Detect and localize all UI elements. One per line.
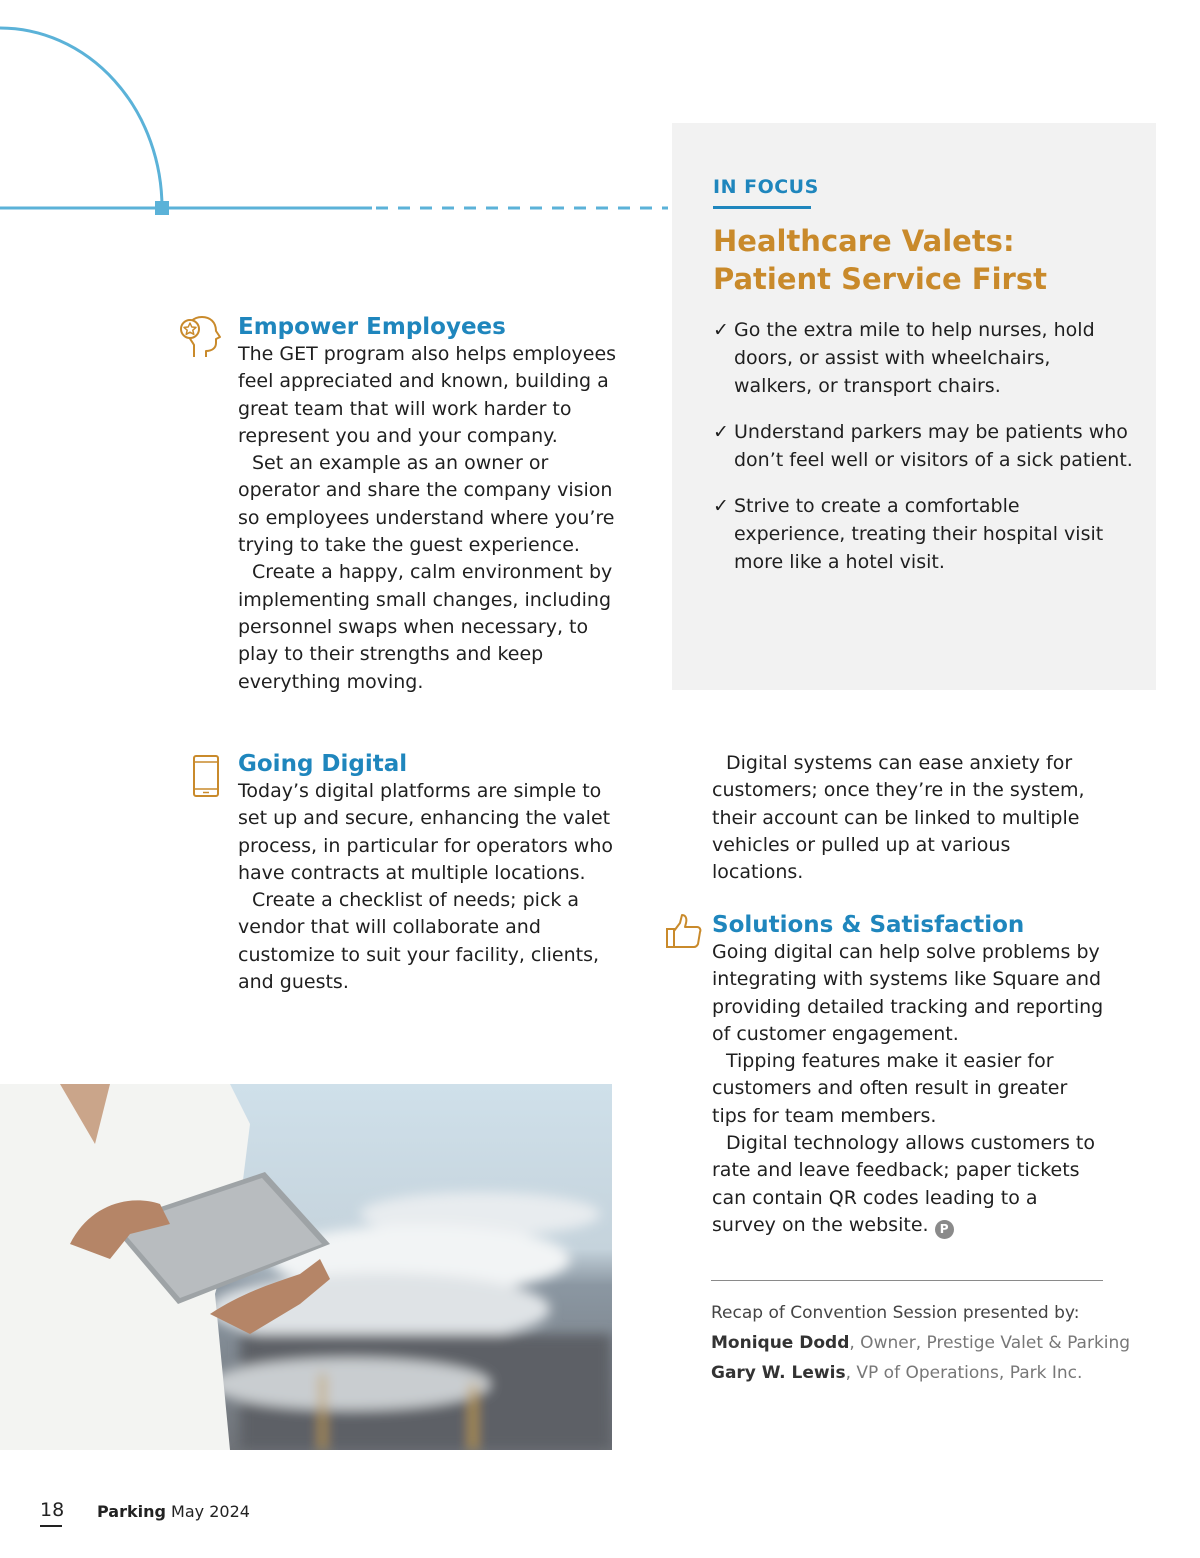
- paragraph: Going digital can help solve problems by integrating with systems like Square and providing detailed tracking and reporting of customer engagement.: [712, 941, 1104, 1045]
- credits-divider: [711, 1280, 1103, 1281]
- section-heading: Going Digital: [238, 751, 408, 777]
- in-focus-list: [713, 316, 1133, 594]
- page-number-underline: [40, 1525, 62, 1527]
- list-item-text: Understand parkers may be patients who don’t feel well or visitors of a sick patient.: [734, 421, 1133, 471]
- paragraph: Tipping features make it easier for customers and often result in greater tips for team members.: [712, 1050, 1068, 1127]
- list-item-text: Go the extra mile to help nurses, hold doors, or assist with wheelchairs, walkers, or transport chairs.: [734, 319, 1095, 397]
- section-heading: Solutions & Satisfaction: [712, 912, 1025, 938]
- session-credits: [711, 1298, 1141, 1388]
- tablet-icon: [192, 754, 220, 802]
- list-item-text: Strive to create a comfortable experience, treating their hospital visit more like a hotel visit.: [734, 495, 1104, 573]
- in-focus-underline: [713, 206, 811, 209]
- paragraph: Digital systems can ease anxiety for customers; once they’re in the system, their account can be linked to multiple vehicles or pulled up at various locations.: [712, 752, 1085, 884]
- magazine-name: Parking: [97, 1502, 166, 1521]
- paragraph: Create a checklist of needs; pick a vendor that will collaborate and customize to suit your facility, clients, and guests.: [238, 889, 600, 994]
- section-heading: Empower Employees: [238, 314, 506, 340]
- footer-publication: [97, 1502, 250, 1521]
- going-digital-section: [238, 750, 624, 996]
- presenter-role: , VP of Operations, Park Inc.: [845, 1363, 1083, 1383]
- empower-employees-section: [238, 313, 624, 696]
- presenter-role: , Owner, Prestige Valet & Parking: [849, 1333, 1131, 1353]
- in-focus-title-line-1: Healthcare Valets:: [713, 224, 1015, 258]
- presenter-name: Monique Dodd: [711, 1333, 850, 1353]
- valet-tablet-photo: [0, 1084, 612, 1450]
- check-icon: ✓: [713, 421, 729, 443]
- thumbs-up-icon: [665, 913, 703, 955]
- end-mark-icon: P: [935, 1220, 954, 1239]
- paragraph: Today’s digital platforms are simple to set up and secure, enhancing the valet process, in particular for operators who have contracts at multiple locations.: [238, 780, 613, 884]
- list-item: [713, 316, 1133, 400]
- paragraph: Create a happy, calm environment by implementing small changes, including personnel swaps when necessary, to play to their strengths and keep everything moving.: [238, 561, 613, 693]
- presenter-name: Gary W. Lewis: [711, 1363, 846, 1383]
- solutions-section: [712, 911, 1104, 1239]
- credits-intro: Recap of Convention Session presented by:: [711, 1303, 1080, 1323]
- in-focus-title: [713, 222, 1133, 298]
- paragraph: [712, 1130, 1104, 1239]
- presenter: [711, 1358, 1141, 1388]
- list-item: [713, 492, 1133, 576]
- check-icon: ✓: [713, 495, 729, 517]
- in-focus-label: IN FOCUS: [713, 176, 819, 198]
- in-focus-title-line-2: Patient Service First: [713, 262, 1047, 296]
- decorative-line-art: [0, 0, 672, 230]
- page-number: 18: [40, 1499, 65, 1521]
- list-item: [713, 418, 1133, 474]
- paragraph: Set an example as an owner or operator and share the company vision so employees understand where you’re trying to take the guest experience.: [238, 452, 615, 557]
- check-icon: ✓: [713, 319, 729, 341]
- presenter: [711, 1328, 1141, 1358]
- issue-date: May 2024: [171, 1502, 250, 1521]
- paragraph: The GET program also helps employees feel appreciated and known, building a great team that will work harder to represent you and your company.: [238, 343, 617, 447]
- paragraph-text: Digital technology allows customers to rate and leave feedback; paper tickets can contain QR codes leading to a survey on the website.: [712, 1132, 1095, 1236]
- going-digital-continued: [712, 750, 1092, 886]
- person-star-icon: [178, 313, 228, 365]
